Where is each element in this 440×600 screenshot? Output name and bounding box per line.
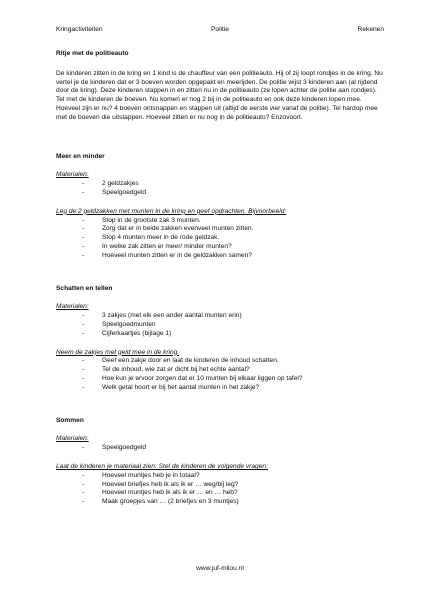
list-item: - Maak groepjes van … (2 briefjes en 3 muntjes): [82, 498, 239, 506]
list-item: - Welk getal hoort er bij het aantal munten in het zakje?: [82, 383, 260, 391]
instructions-list: [56, 357, 386, 392]
list-item: - Hoe kun je ervoor zorgen dat er 10 munten bij elkaar liggen op tafel?: [82, 374, 303, 382]
spacer: [56, 123, 386, 153]
page-footer: www.juf-milou.nl: [196, 565, 244, 572]
list-item: - Stop in de grootste zak 3 munten.: [82, 216, 201, 224]
spacer: [56, 453, 386, 463]
list-item: - Speelgoedgeld: [82, 444, 146, 452]
section-schatten-en-tellen: [56, 285, 386, 393]
list-item: - 2 geldzakjes: [82, 180, 139, 188]
materials-list: [56, 180, 386, 198]
page-header: [56, 26, 384, 36]
header-center-text: Politie: [211, 26, 229, 33]
section-title: Meer en minder: [56, 152, 105, 160]
section-meer-en-minder: [56, 153, 386, 261]
header-right-text: Rekenen: [357, 26, 384, 33]
spacer: [56, 198, 386, 208]
section-title: Ritje met de politieauto: [56, 50, 129, 57]
list-item: - Tel de inhoud, wie zat er dicht bij het echte aantal?: [82, 366, 250, 374]
list-item: - In welke zak zitten er meer/ minder munten?: [82, 242, 232, 250]
materials-label: Materialen:: [56, 435, 89, 443]
instructions-list: [56, 217, 386, 261]
list-item: - Hoeveel muntjes heb je in totaal?: [82, 471, 200, 479]
section-sommen: [56, 417, 386, 507]
list-item: - Hoeveel muntjes heb ik als ik er … en … heb?: [82, 489, 238, 497]
section-paragraph: De kinderen zitten in de kring en 1 kind is de chauffeur van een politieauto. Hij of zij loopt rondjes in de kring. Nu vertel je de kinderen dat er 3 boeven worden opgepakt en meerijden. De politie wijst 3 kinderen aan (al rijdend door de kring). Deze kinderen stappen in en zitten nu in de politieauto (ze lopen achter de politie aan rondjes). Tel met de kinderen de boeven. Nu komen er nog 2 bij in de politieauto en ook deze kinderen lopen mee. Hoeveel zijn er nu? 4 boeven ontsnappen en stappen uit (altijd de eerste vier vanaf de politie). Tel hardop mee met de boeven die uitstappen. Hoeveel zitten er nu nog in de politieauto? Enzovoort.: [56, 69, 383, 121]
list-item: - Cijferkaartjes (bijlage 1): [82, 329, 172, 337]
materials-label: Materialen:: [56, 171, 89, 179]
instructions-list: [56, 472, 386, 507]
list-item: - Speelgoedgeld: [82, 188, 146, 196]
spacer: [56, 293, 386, 303]
header-left-text: Kringactiviteiten: [56, 26, 103, 33]
list-item: - 3 zakjes (met elk een ander aantal munten erin): [82, 312, 242, 320]
spacer: [56, 161, 386, 171]
spacer: [56, 393, 386, 417]
spacer: [56, 425, 386, 435]
instructions-label: Laat de kinderen je materiaal zien. Stel de kinderen de volgende vragen:: [56, 462, 268, 470]
spacer: [56, 261, 386, 285]
section-title: Schatten en tellen: [56, 284, 113, 292]
materials-label: Materialen:: [56, 303, 89, 311]
list-item: - Stop 4 munten meer in de rode geldzak.: [82, 234, 220, 242]
instructions-label: Neem de zakjes met geld mee in de kring.: [56, 348, 180, 356]
list-item: - Zorg dat er in beide zakken evenveel munten zitten.: [82, 225, 254, 233]
section-title: Sommen: [56, 416, 84, 424]
spacer: [56, 339, 386, 349]
list-item: - Geef een zakje door en laat de kinderen de inhoud schatten.: [82, 357, 279, 365]
instructions-label: Leg de 2 geldzakken met munten in de kring en geef opdrachten. Bijvoorbeeld:: [56, 207, 287, 215]
section-ritje: [56, 50, 386, 123]
list-item: - Hoeveel briefjes heb ik als ik er … weg/bij leg?: [82, 480, 239, 488]
list-item: - Speelgoedmunten: [82, 320, 156, 328]
list-item: - Hoeveel munten zitten er in de geldzakken samen?: [82, 251, 252, 259]
materials-list: [56, 444, 386, 453]
materials-list: [56, 312, 386, 338]
page-content: [56, 50, 386, 507]
